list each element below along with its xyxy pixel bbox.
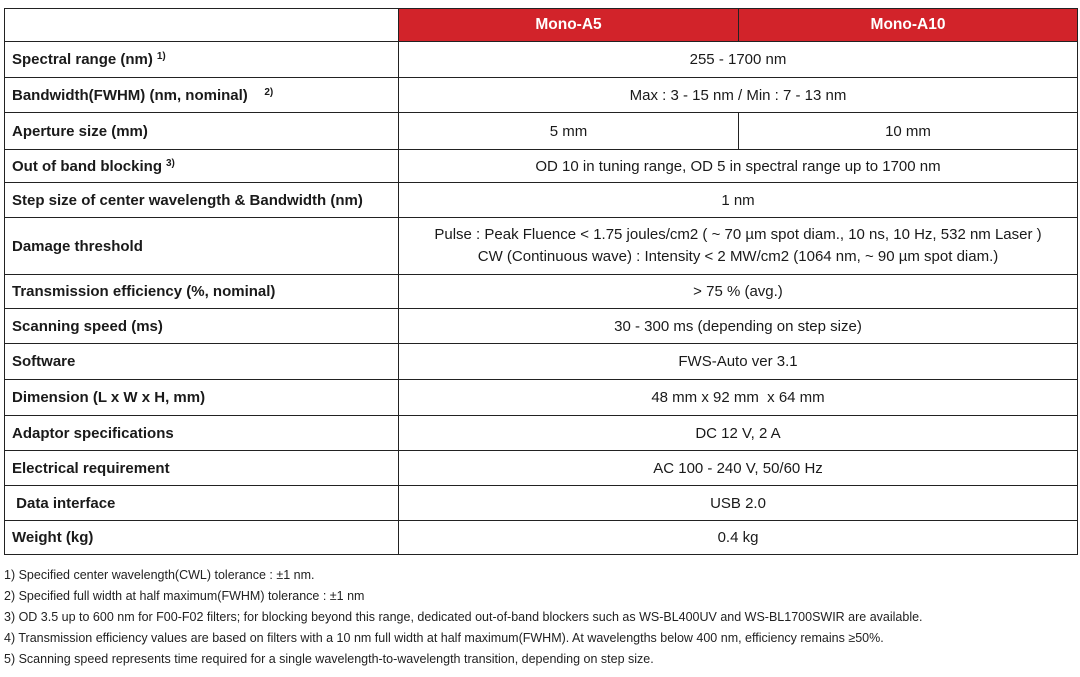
- header-blank-cell: [5, 9, 399, 42]
- table-row: [5, 416, 1078, 451]
- footnote-5: 5) Scanning speed represents time required for a single wavelength-to-wavelength transition, depending on step size.: [4, 652, 654, 666]
- row-label: Scanning speed (ms): [5, 309, 399, 344]
- table-row: [5, 42, 1078, 78]
- table-row: [5, 113, 1078, 150]
- table-row: [5, 344, 1078, 380]
- row-value: FWS-Auto ver 3.1: [399, 344, 1078, 380]
- row-label: Damage threshold: [5, 218, 399, 275]
- spec-table: [4, 8, 1078, 555]
- header-row: [5, 9, 1078, 42]
- row-label: Step size of center wavelength & Bandwidth (nm): [5, 183, 399, 218]
- row-label: Transmission efficiency (%, nominal): [5, 275, 399, 309]
- row-value: [399, 218, 1078, 275]
- row-value: 30 - 300 ms (depending on step size): [399, 309, 1078, 344]
- table-row: [5, 150, 1078, 183]
- footnote-2: 2) Specified full width at half maximum(FWHM) tolerance : ±1 nm: [4, 589, 365, 603]
- row-label: Weight (kg): [5, 521, 399, 555]
- damage-cw-text: CW (Continuous wave) : Intensity < 2 MW/cm2 (1064 nm, ~ 90 µm spot diam.): [477, 248, 999, 265]
- row-value: 48 mm x 92 mm x 64 mm: [399, 380, 1078, 416]
- row-value: 1 nm: [399, 183, 1078, 218]
- row-value-mono-a5: 5 mm: [399, 113, 739, 150]
- footnote-ref: 1): [156, 51, 166, 62]
- table-row: [5, 309, 1078, 344]
- table-row: [5, 78, 1078, 113]
- row-value: AC 100 - 240 V, 50/60 Hz: [399, 451, 1078, 486]
- footnotes: [4, 565, 923, 670]
- row-value: OD 10 in tuning range, OD 5 in spectral range up to 1700 nm: [399, 150, 1078, 183]
- table-row: [5, 275, 1078, 309]
- row-label: Dimension (L x W x H, mm): [5, 380, 399, 416]
- header-mono-a10: Mono-A10: [739, 9, 1078, 42]
- row-value: 255 - 1700 nm: [399, 42, 1078, 78]
- row-value: DC 12 V, 2 A: [399, 416, 1078, 451]
- table-row: [5, 486, 1078, 521]
- row-value: > 75 % (avg.): [399, 275, 1078, 309]
- footnote-1: 1) Specified center wavelength(CWL) tolerance : ±1 nm.: [4, 568, 315, 582]
- damage-pulse-text: Pulse : Peak Fluence < 1.75 joules/cm2 ( ~ 70 µm spot diam., 10 ns, 10 Hz, 532 nm Laser ): [434, 226, 1042, 243]
- footnote-4: 4) Transmission efficiency values are based on filters with a 10 nm full width at half maximum(FWHM). At wavelengths below 400 nm, efficiency remains ≥50%.: [4, 631, 884, 645]
- footnote-3: 3) OD 3.5 up to 600 nm for F00-F02 filters; for blocking beyond this range, dedicated out-of-band blockers such as WS-BL400UV and WS-BL1700SWIR are available.: [4, 610, 923, 624]
- row-label: Electrical requirement: [5, 451, 399, 486]
- row-label: Data interface: [5, 486, 399, 521]
- table-row: [5, 521, 1078, 555]
- header-mono-a5: Mono-A5: [399, 9, 739, 42]
- row-label: Aperture size (mm): [5, 113, 399, 150]
- row-value: Max : 3 - 15 nm / Min : 7 - 13 nm: [399, 78, 1078, 113]
- table-row: [5, 183, 1078, 218]
- row-label: Spectral range (nm) $^{1)}$: [5, 42, 399, 78]
- row-value: 0.4 kg: [399, 521, 1078, 555]
- row-label: Adaptor specifications: [5, 416, 399, 451]
- row-label: Bandwidth(FWHM) (nm, nominal) $^{2)}$: [5, 78, 399, 113]
- table-row: [5, 218, 1078, 275]
- footnote-ref: 2): [264, 86, 274, 98]
- row-label: Out of band blocking $^{3)}$: [5, 150, 399, 183]
- table-row: [5, 451, 1078, 486]
- table-row: [5, 380, 1078, 416]
- row-value-mono-a10: 10 mm: [739, 113, 1078, 150]
- footnote-ref: 3): [166, 157, 175, 169]
- row-value: USB 2.0: [399, 486, 1078, 521]
- row-label: Software: [5, 344, 399, 380]
